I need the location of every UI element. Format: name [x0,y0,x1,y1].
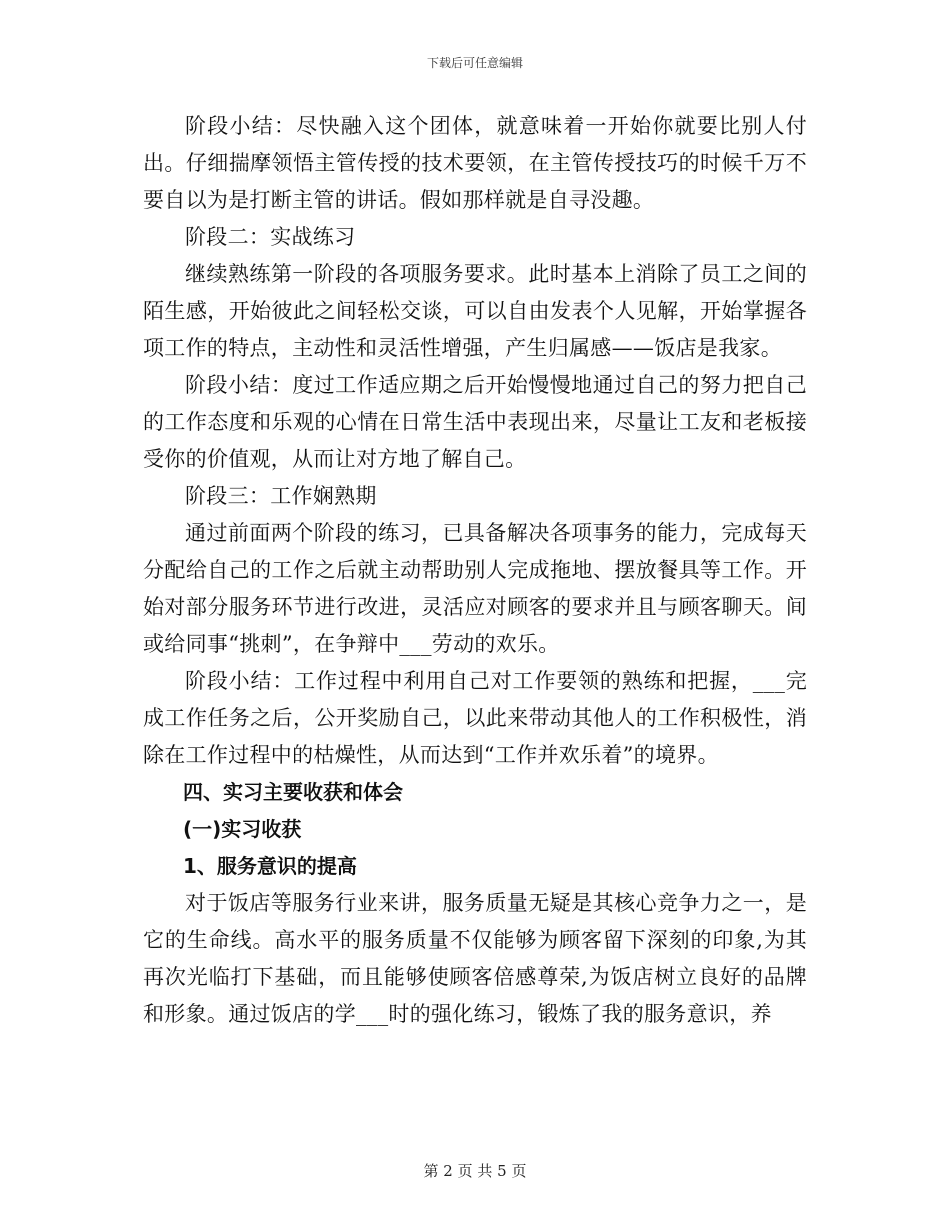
page-header: 下载后可任意编辑 [426,56,523,70]
paragraph-stage3-summary: 阶段小结：工作过程中利用自己对工作要领的熟练和把握，___完成工作任务之后，公开奖励自己，以此来带动其他人的工作积极性，消除在工作过程中的枯燥性，从而达到“工作并欢乐着”的境界。 [143,669,807,767]
subsection-heading-1: (一)实习收获 [183,817,302,841]
paragraph-stage1-summary: 阶段小结：尽快融入这个团体，就意味着一开始你就要比别人付出。仔细揣摩领悟主管传授的技术要领，在主管传授技巧的时候千万不要自以为是打断主管的讲话。假如那样就是自寻没趣。 [143,114,807,212]
paragraph-stage2-body: 继续熟练第一阶段的各项服务要求。此时基本上消除了员工之间的陌生感，开始彼此之间轻松交谈，可以自由发表个人见解，开始掌握各项工作的特点，主动性和灵活性增强，产生归属感——饭店是我家。 [143,262,807,360]
document-body [143,108,807,1033]
paragraph-stage3-title: 阶段三：工作娴熟期 [185,484,377,508]
page-number: 第 2 页 共 5 页 [423,1162,527,1180]
section-heading-4: 四、实习主要收获和体会 [183,780,403,804]
paragraph-service-awareness: 对于饭店等服务行业来讲，服务质量无疑是其核心竞争力之一，是它的生命线。高水平的服务质量不仅能够为顾客留下深刻的印象,为其再次光临打下基础，而且能够使顾客倍感尊荣,为饭店树立良好的品牌和形象。通过饭店的学___时的强化练习，锻炼了我的服务意识，养 [143,891,807,1026]
paragraph-stage3-body: 通过前面两个阶段的练习，已具备解决各项事务的能力，完成每天分配给自己的工作之后就主动帮助别人完成拖地、摆放餐具等工作。开始对部分服务环节进行改进，灵活应对顾客的要求并且与顾客聊天。间或给同事“挑刺”，在争辩中___劳动的欢乐。 [143,521,807,656]
item-heading-1: 1、服务意识的提高 [183,854,357,878]
paragraph-stage2-summary: 阶段小结：度过工作适应期之后开始慢慢地通过自己的努力把自己的工作态度和乐观的心情在日常生活中表现出来，尽量让工友和老板接受你的价值观，从而让对方地了解自己。 [143,373,807,471]
paragraph-stage2-title: 阶段二：实战练习 [185,225,356,249]
